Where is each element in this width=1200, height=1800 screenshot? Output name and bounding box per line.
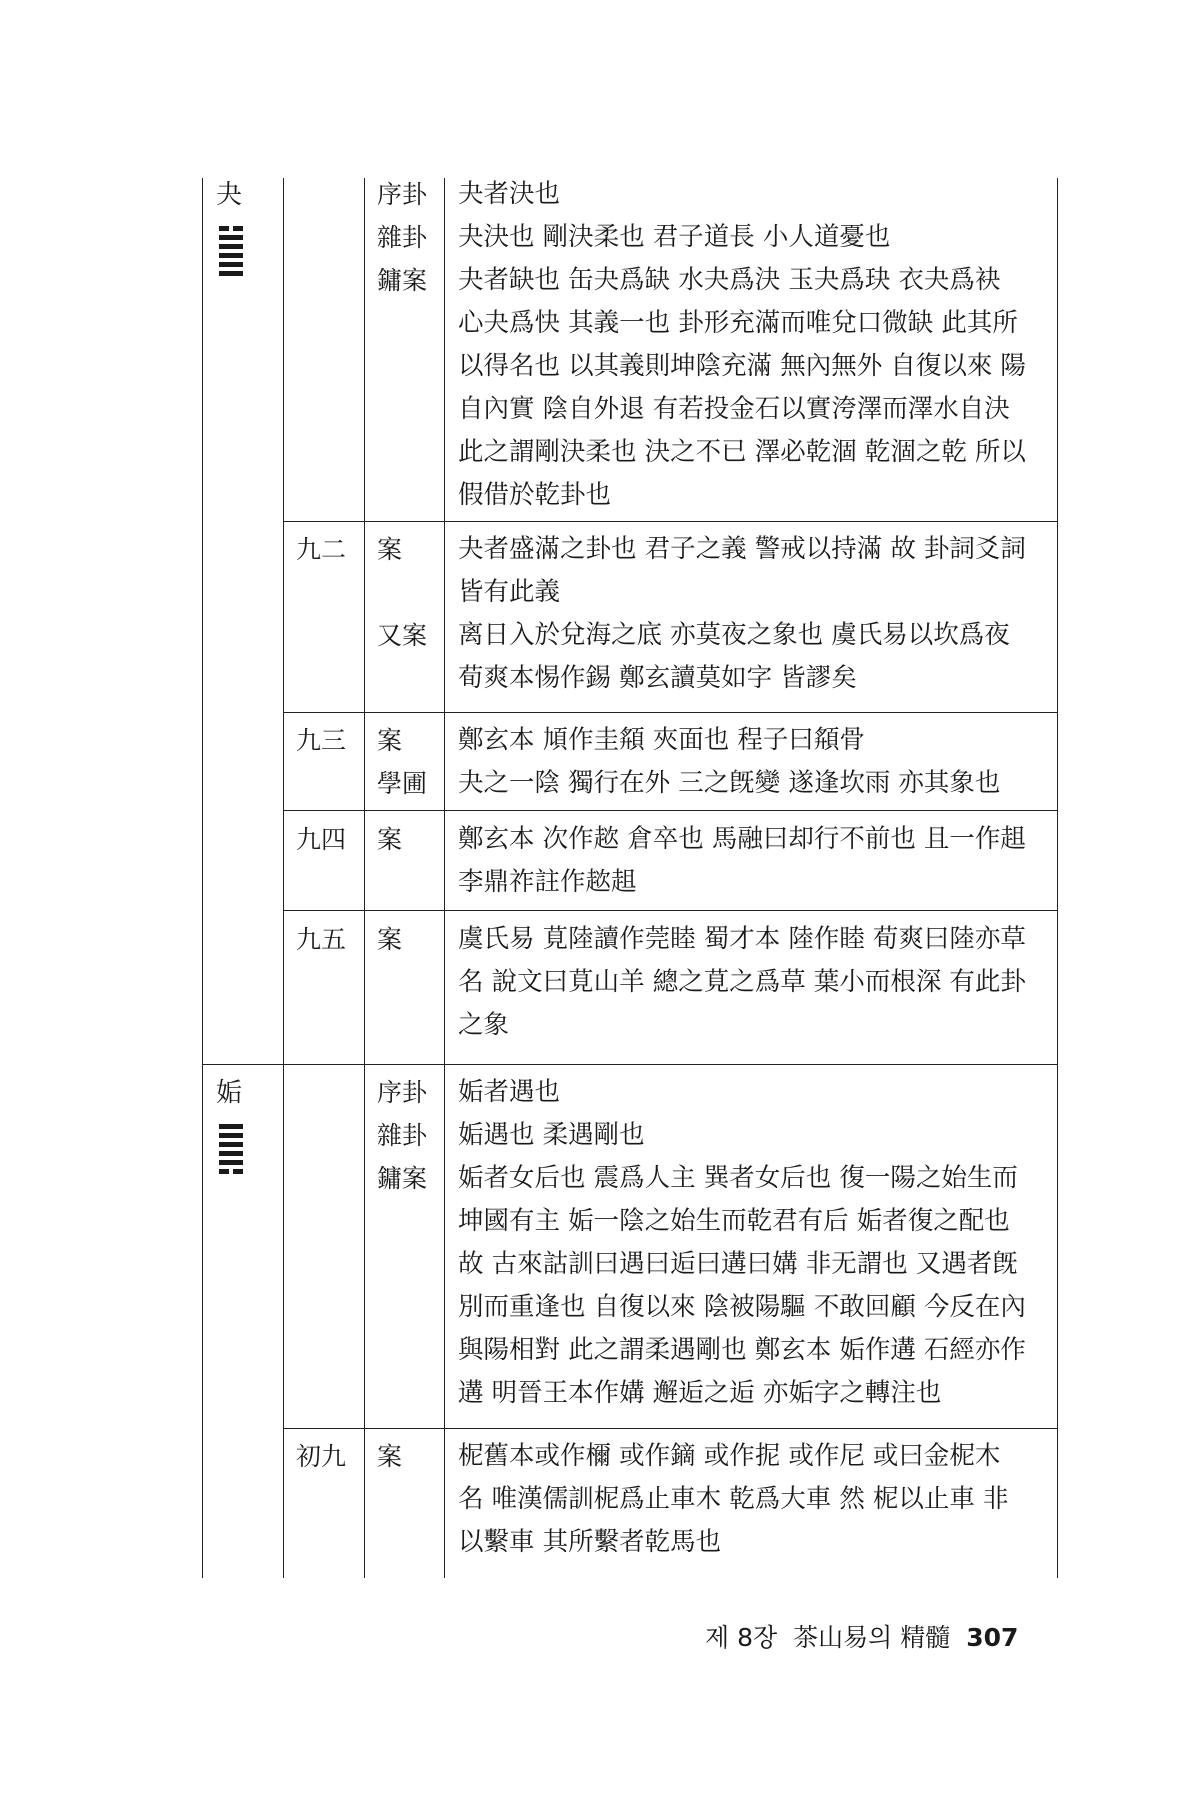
commentary-text [458,918,1048,1047]
hexagram-name: 夬 [216,180,243,210]
text-line: 鄭玄本 頄作圭頯 夾面也 程子曰頯骨 [458,725,865,755]
text-line: 姤者遇也 [458,1077,561,1107]
broken-line-icon [219,226,243,231]
row-divider [283,910,1057,911]
solid-line-icon [219,1124,243,1129]
commentary-text [458,528,1048,700]
hexagram-guai-symbol-icon [219,226,243,280]
text-line: 假借於乾卦也 [458,480,612,510]
hexagram-divider [202,1064,1057,1065]
text-line: 以繫車 其所繫者乾馬也 [458,1527,722,1557]
commentary-text [458,818,1048,904]
text-line: 坤國有主 姤一陰之始生而乾君有后 姤者復之配也 [458,1206,1010,1236]
solid-line-icon [219,1142,243,1147]
text-line: 心夬爲快 其義一也 卦形充滿而唯兌口微缺 此其所 [458,308,1018,338]
text-line: 夬之一陰 獨行在外 三之旣變 遂逢坎雨 亦其象也 [458,768,1001,798]
chapter-title: 茶山易의 精髓 [793,1623,951,1652]
text-line: 自內實 陰自外退 有若投金石以實洿澤而澤水自決 [458,394,1010,424]
text-line: 與陽相對 此之謂柔遇剛也 鄭玄本 姤作遘 石經亦作 [458,1335,1026,1365]
line-position: 九三 [296,726,347,755]
row-divider [283,521,1057,522]
commentary-text [458,719,1048,805]
text-line: 夬者盛滿之卦也 君子之義 警戒以持滿 故 卦詞爻詞 [458,534,1026,564]
line-position: 初九 [296,1442,347,1471]
text-line: 名 說文曰莧山羊 總之莧之爲草 葉小而根深 有此卦 [458,967,1026,997]
category-label: 序卦 [377,1078,428,1107]
commentary-text [458,1071,1048,1415]
text-line: 李鼎祚註作趑趄 [458,867,637,897]
solid-line-icon [219,1151,243,1156]
category-label: 又案 [377,621,428,650]
solid-line-icon [219,1133,243,1138]
table-vline-col3 [364,178,365,1578]
row-divider [283,1428,1057,1429]
table-vline-col4 [444,178,445,1578]
page-footer [705,1618,1018,1654]
text-line: 以得名也 以其義則坤陰充滿 無內無外 自復以來 陽 [458,351,1026,381]
category-label: 案 [377,1442,403,1471]
text-line: 此之謂剛決柔也 決之不已 澤必乾涸 乾涸之乾 所以 [458,437,1026,467]
category-label: 序卦 [377,180,428,209]
text-line: 夬者決也 [458,179,561,209]
text-line: 姤者女后也 震爲人主 巽者女后也 復一陽之始生而 [458,1163,1018,1193]
text-line: 別而重逢也 自復以來 陰被陽驅 不敢回顧 今反在內 [458,1292,1026,1322]
table-vline-left [202,178,203,1578]
category-label: 案 [377,535,403,564]
text-line: 荀爽本惕作錫 鄭玄讀莫如字 皆謬矣 [458,663,857,693]
category-label: 案 [377,825,403,854]
row-divider [283,810,1057,811]
page-number: 307 [966,1623,1019,1652]
category-label: 案 [377,925,403,954]
text-line: 虞氏易 莧陸讀作莞睦 蜀才本 陸作睦 荀爽曰陸亦草 [458,924,1026,954]
text-line: 夬者缺也 缶夬爲缺 水夬爲決 玉夬爲玦 衣夬爲袂 [458,265,1001,295]
text-line: 离日入於兌海之底 亦莫夜之象也 虞氏易以坎爲夜 [458,620,1010,650]
category-label: 雜卦 [377,1121,428,1150]
text-line: 鄭玄本 次作趑 倉卒也 馬融曰却行不前也 且一作趄 [458,824,1026,854]
text-line: 遘 明晉王本作媾 邂逅之逅 亦姤字之轉注也 [458,1378,942,1408]
line-position: 九二 [296,535,347,564]
solid-line-icon [219,271,243,276]
category-label: 雜卦 [377,223,428,252]
broken-line-icon [219,1169,243,1174]
hexagram-name: 姤 [216,1078,243,1108]
chapter-label: 제 8장 [705,1623,778,1652]
text-line: 夬決也 剛決柔也 君子道長 小人道憂也 [458,222,891,252]
commentary-text [458,173,1048,517]
solid-line-icon [219,235,243,240]
commentary-text [458,1435,1048,1564]
table-vline-right [1057,178,1058,1578]
row-divider [283,712,1057,713]
line-position: 九四 [296,825,347,854]
category-label: 學圃 [377,769,428,798]
text-line: 名 唯漢儒訓柅爲止車木 乾爲大車 然 柅以止車 非 [458,1484,1009,1514]
category-label: 鏞案 [377,1164,428,1193]
text-line: 皆有此義 [458,577,561,607]
hexagram-gou-symbol-icon [219,1124,243,1178]
solid-line-icon [219,1160,243,1165]
text-line: 姤遇也 柔遇剛也 [458,1120,645,1150]
solid-line-icon [219,253,243,258]
category-label: 鏞案 [377,266,428,295]
text-line: 故 古來詁訓曰遇曰逅曰遘曰媾 非无謂也 又遇者旣 [458,1249,1018,1279]
text-line: 之象 [458,1010,510,1040]
solid-line-icon [219,262,243,267]
solid-line-icon [219,244,243,249]
text-line: 柅舊本或作檷 或作鏑 或作抳 或作尼 或曰金柅木 [458,1441,1001,1471]
line-position: 九五 [296,925,347,954]
table-vline-col2 [283,178,284,1578]
category-label: 案 [377,726,403,755]
